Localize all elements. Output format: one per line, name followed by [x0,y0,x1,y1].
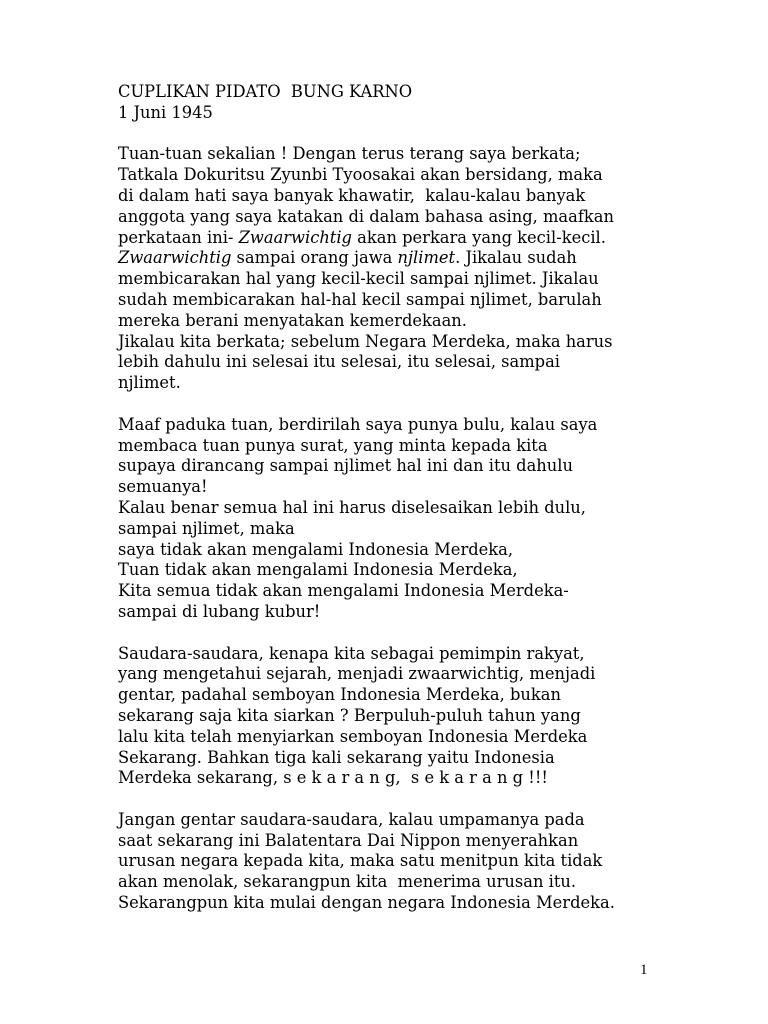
text-line: urusan negara kepada kita, maka satu menitpun kita tidak [118,851,603,871]
text-line [118,248,758,269]
text-line: Merdeka sekarang, s e k a r a n g, s e k a r a n g !!! [118,768,548,788]
text-line: Kita semua tidak akan mengalami Indonesia Merdeka- [118,581,569,601]
italic-term: Zwaarwichtig [118,248,232,268]
paragraph-1 [118,144,758,394]
text-line: Kalau benar semua hal ini harus diselesaikan lebih dulu, [118,497,586,517]
text-line: Maaf paduka tuan, berdirilah saya punya bulu, kalau saya [118,414,598,434]
text-line: di dalam hati saya banyak khawatir, kalau-kalau banyak [118,185,586,205]
paragraph-spacer [118,124,758,145]
text-line: anggota yang saya katakan di dalam bahasa asing, maafkan [118,206,614,226]
paragraph-3 [118,644,758,790]
text-line: sampai njlimet, maka [118,518,295,538]
text-line: supaya dirancang sampai njlimet hal ini dan itu dahulu [118,456,573,476]
text-line: saya tidak akan mengalami Indonesia Merdeka, [118,539,514,559]
text-line [118,228,758,249]
text-line: membicarakan hal yang kecil-kecil sampai njlimet. Jikalau [118,269,599,289]
text-line: akan menolak, sekarangpun kita menerima urusan itu. [118,872,577,892]
text-line: Tuan-tuan sekalian ! Dengan terus terang saya berkata; [118,144,581,164]
text-line: lebih dahulu ini selesai itu selesai, itu selesai, sampai [118,352,561,372]
text-line: sudah membicarakan hal-hal kecil sampai njlimet, barulah [118,289,602,309]
text-line: lalu kita telah menyiarkan semboyan Indonesia Merdeka [118,726,588,746]
document-title: CUPLIKAN PIDATO BUNG KARNO [118,82,413,101]
italic-term: Zwaarwichtig [238,227,352,247]
text-line: Saudara-saudara, kenapa kita sebagai pemimpin rakyat, [118,643,585,663]
text-line: Tatkala Dokuritsu Zyunbi Tyoosakai akan bersidang, maka [118,165,603,185]
text-line: saat sekarang ini Balatentara Dai Nippon menyerahkan [118,830,579,850]
speech-excerpt [118,82,758,914]
text-line: njlimet. [118,373,181,393]
paragraph-spacer [118,789,758,810]
paragraph-spacer [118,394,758,415]
text-line: semuanya! [118,477,208,497]
text-line: Jangan gentar saudara-saudara, kalau umpamanya pada [118,809,585,829]
text-line: gentar, padahal semboyan Indonesia Merdeka, bukan [118,685,561,705]
text-run: . Jikalau sudah [455,248,577,268]
text-line: yang mengetahui sejarah, menjadi zwaarwichtig, menjadi [118,664,596,684]
text-run: sampai orang jawa [231,248,398,268]
page-number: 1 [640,962,648,978]
text-line: Sekarang. Bahkan tiga kali sekarang yaitu Indonesia [118,747,555,767]
paragraph-4 [118,810,758,914]
text-line: mereka berani menyatakan kemerdekaan. [118,310,467,330]
text-run: perkataan ini- [118,227,239,247]
text-line: membaca tuan punya surat, yang minta kepada kita [118,435,548,455]
text-line: Jikalau kita berkata; sebelum Negara Merdeka, maka harus [118,331,613,351]
italic-term: njlimet [397,248,456,268]
paragraph-spacer [118,623,758,644]
document-date: 1 Juni 1945 [118,102,213,122]
text-line: sekarang saja kita siarkan ? Berpuluh-puluh tahun yang [118,705,581,725]
text-line: Tuan tidak akan mengalami Indonesia Merdeka, [118,560,518,580]
text-run: akan perkara yang kecil-kecil. [351,227,606,247]
paragraph-2 [118,415,758,623]
text-line: sampai di lubang kubur! [118,601,321,621]
text-line: Sekarangpun kita mulai dengan negara Indonesia Merdeka. [118,893,615,913]
